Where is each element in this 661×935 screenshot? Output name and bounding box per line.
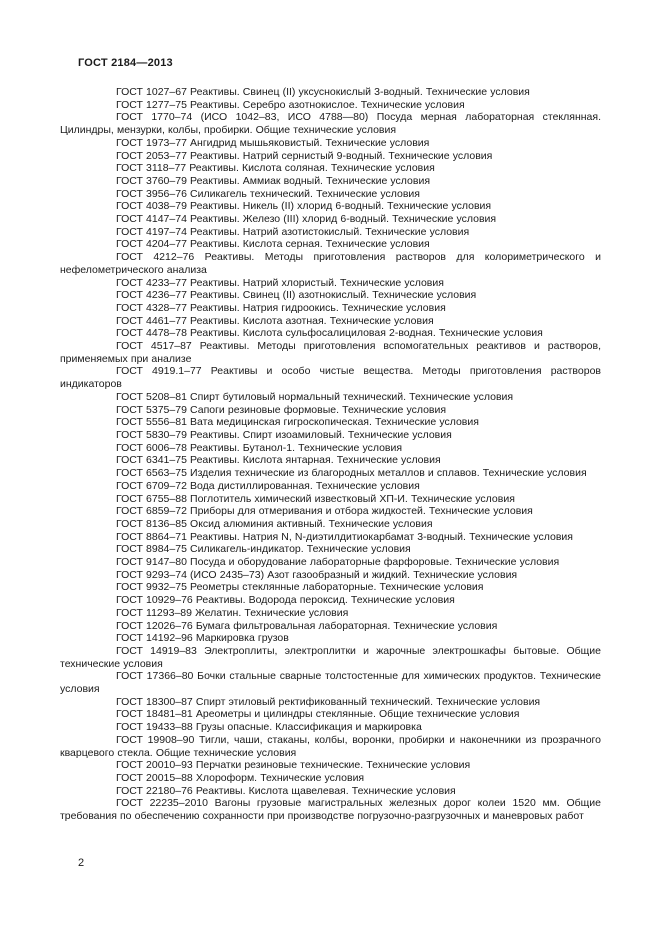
reference-entry: ГОСТ 1770–74 (ИСО 1042–83, ИСО 4788—80) Посуда мерная лабораторная стеклянная. Цилиндры, мензурки, колбы, пробирки. Общие технические условия: [60, 111, 601, 137]
reference-entry: ГОСТ 4204–77 Реактивы. Кислота серная. Технические условия: [116, 238, 430, 251]
reference-entry: ГОСТ 5208–81 Спирт бутиловый нормальный технический. Технические условия: [116, 390, 514, 403]
reference-entry: ГОСТ 1027–67 Реактивы. Свинец (II) уксуснокислый 3-водный. Технические условия: [116, 86, 530, 98]
reference-entry: ГОСТ 1973–77 Ангидрид мышьяковистый. Технические условия: [116, 136, 430, 149]
reference-entry: ГОСТ 22235–2010 Вагоны грузовые магистральных железных дорог колеи 1520 мм. Общие требования по обеспечению сохранности при производстве погрузочно-разгрузочных и маневровых работ: [60, 797, 601, 823]
reference-entry: ГОСТ 5375–79 Сапоги резиновые формовые. Технические условия: [116, 403, 447, 416]
reference-entry: ГОСТ 3760–79 Реактивы. Аммиак водный. Технические условия: [116, 174, 431, 187]
reference-entry: ГОСТ 4328–77 Реактивы. Натрия гидроокись. Технические условия: [116, 301, 446, 314]
reference-entry: ГОСТ 12026–76 Бумага фильтровальная лабораторная. Технические условия: [116, 619, 498, 632]
reference-entry: ГОСТ 19433–88 Грузы опасные. Классификация и маркировка: [116, 721, 422, 734]
reference-entry: ГОСТ 9147–80 Посуда и оборудование лабораторные фарфоровые. Технические условия: [116, 556, 560, 569]
reference-entry: ГОСТ 4461–77 Реактивы. Кислота азотная. Технические условия: [116, 314, 434, 327]
reference-entry: ГОСТ 9932–75 Реометры стеклянные лабораторные. Технические условия: [116, 581, 484, 594]
reference-entry: ГОСТ 4212–76 Реактивы. Методы приготовления растворов для колориметрического и нефелометрического анализа: [60, 251, 601, 276]
reference-entry: ГОСТ 9293–74 (ИСО 2435–73) Азот газообразный и жидкий. Технические условия: [116, 568, 518, 581]
reference-entry: ГОСТ 8864–71 Реактивы. Натрия N, N-диэтилдитиокарбамат 3-водный. Технические условия: [116, 530, 573, 543]
reference-entry: ГОСТ 6563–75 Изделия технические из благородных металлов и сплавов. Технические условия: [116, 467, 587, 480]
reference-entry: ГОСТ 11293–89 Желатин. Технические условия: [116, 606, 349, 619]
reference-entry: ГОСТ 22180–76 Реактивы. Кислота щавелевая. Технические условия: [116, 784, 456, 797]
reference-entry: ГОСТ 10929–76 Реактивы. Водорода пероксид. Технические условия: [116, 594, 455, 607]
reference-entry: ГОСТ 4147–74 Реактивы. Железо (III) хлорид 6-водный. Технические условия: [116, 213, 497, 226]
reference-entry: ГОСТ 4919.1–77 Реактивы и особо чистые вещества. Методы приготовления растворов индикаторов: [60, 365, 601, 391]
reference-entry: ГОСТ 1277–75 Реактивы. Серебро азотнокислое. Технические условия: [116, 98, 465, 111]
reference-entry: ГОСТ 3118–77 Реактивы. Кислота соляная. Технические условия: [116, 162, 435, 175]
reference-entry: ГОСТ 18481–81 Ареометры и цилиндры стеклянные. Общие технические условия: [116, 708, 520, 721]
reference-entry: ГОСТ 17366–80 Бочки стальные сварные толстостенные для химических продуктов. Технические условия: [60, 670, 601, 696]
reference-entry: ГОСТ 5556–81 Вата медицинская гигроскопическая. Технические условия: [116, 416, 479, 429]
reference-entry: ГОСТ 4236–77 Реактивы. Свинец (II) азотнокислый. Технические условия: [116, 289, 477, 302]
reference-entry: ГОСТ 20010–93 Перчатки резиновые технические. Технические условия: [116, 759, 471, 772]
reference-entry: ГОСТ 2053–77 Реактивы. Натрий сернистый 9-водный. Технические условия: [116, 149, 493, 162]
reference-entry: ГОСТ 6006–78 Реактивы. Бутанол-1. Технические условия: [116, 441, 403, 454]
reference-entry: ГОСТ 4197–74 Реактивы. Натрий азотистокислый. Технические условия: [116, 225, 470, 238]
reference-entry: ГОСТ 6709–72 Вода дистиллированная. Технические условия: [116, 479, 420, 492]
reference-entry: ГОСТ 4517–87 Реактивы. Методы приготовления вспомогательных реактивов и растворов, применяемых при анализе: [60, 340, 601, 365]
reference-entry: ГОСТ 20015–88 Хлороформ. Технические условия: [116, 771, 365, 784]
reference-entry: ГОСТ 18300–87 Спирт этиловый ректификованный технический. Технические условия: [116, 695, 541, 708]
document-header: ГОСТ 2184—2013: [78, 57, 173, 69]
reference-entry: ГОСТ 4233–77 Реактивы. Натрий хлористый. Технические условия: [116, 276, 444, 289]
reference-entry: ГОСТ 6755–88 Поглотитель химический известковый ХП-И. Технические условия: [116, 492, 515, 505]
reference-entry: ГОСТ 8984–75 Силикагель-индикатор. Технические условия: [116, 543, 411, 556]
reference-entry: ГОСТ 19908–90 Тигли, чаши, стаканы, колбы, воронки, пробирки и наконечники из прозрачного кварцевого стекла. Общие технические условия: [60, 733, 601, 759]
reference-entry: ГОСТ 8136–85 Оксид алюминия активный. Технические условия: [116, 517, 433, 530]
reference-entry: ГОСТ 4038–79 Реактивы. Никель (II) хлорид 6-водный. Технические условия: [116, 200, 492, 213]
reference-entry: ГОСТ 14919–83 Электроплиты, электроплитки и жарочные электрошкафы бытовые. Общие технические условия: [60, 644, 601, 670]
page-number: 2: [78, 857, 85, 869]
reference-entry: ГОСТ 6341–75 Реактивы. Кислота янтарная. Технические условия: [116, 454, 441, 467]
reference-entry: ГОСТ 5830–79 Реактивы. Спирт изоамиловый. Технические условия: [116, 428, 452, 441]
reference-entry: ГОСТ 14192–96 Маркировка грузов: [116, 632, 289, 645]
reference-entry: ГОСТ 3956–76 Силикагель технический. Технические условия: [116, 187, 420, 200]
reference-entry: ГОСТ 6859–72 Приборы для отмеривания и отбора жидкостей. Технические условия: [116, 505, 533, 518]
references-list: [60, 86, 601, 823]
reference-entry: ГОСТ 4478–78 Реактивы. Кислота сульфосалициловая 2-водная. Технические условия: [116, 327, 543, 340]
